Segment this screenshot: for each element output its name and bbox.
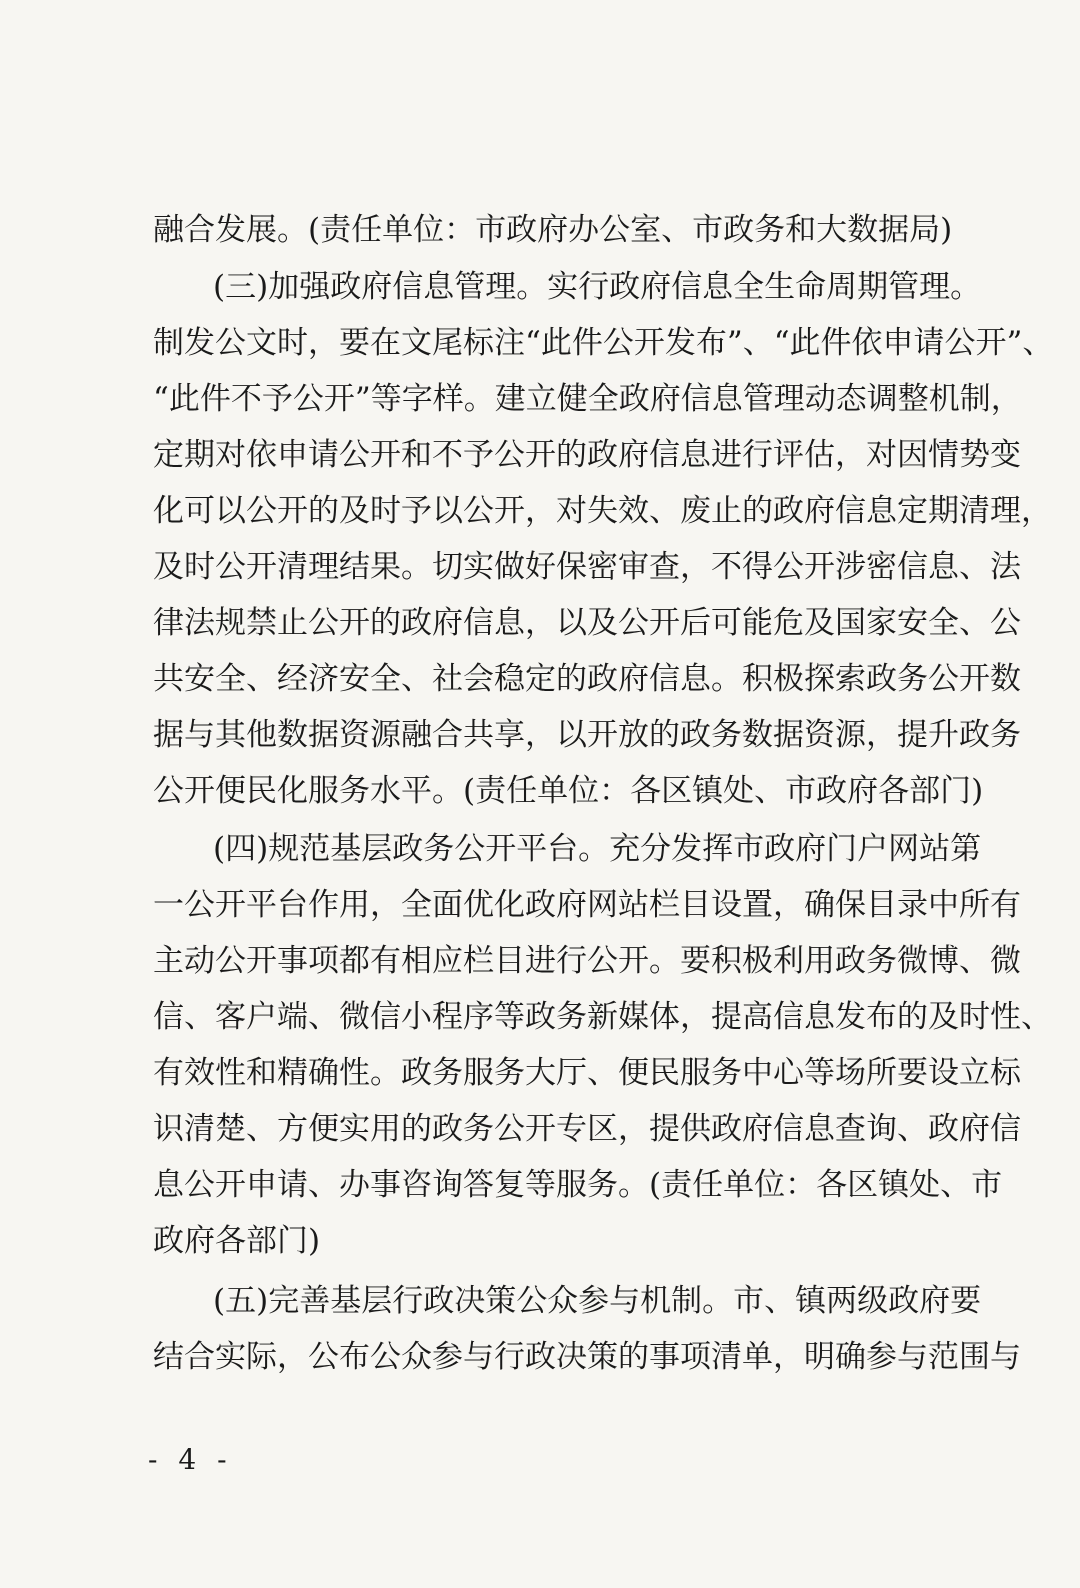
section-heading-line: (三)加强政府信息管理。实行政府信息全生命周期管理。 bbox=[213, 269, 982, 305]
text-line: 有效性和精确性。政务服务大厅、便民服务中心等场所要设立标 bbox=[153, 1055, 1021, 1091]
text-line: 识清楚、方便实用的政务公开专区，提供政府信息查询、政府信 bbox=[153, 1111, 1021, 1147]
text-line: 共安全、经济安全、社会稳定的政府信息。积极探索政务公开数 bbox=[153, 661, 1021, 697]
text-line: 一公开平台作用，全面优化政府网站栏目设置，确保目录中所有 bbox=[153, 887, 1021, 923]
text-line: 律法规禁止公开的政府信息，以及公开后可能危及国家安全、公 bbox=[153, 605, 1021, 641]
text-line: 制发公文时，要在文尾标注“此件公开发布”、“此件依申请公开”、 bbox=[153, 325, 1054, 361]
text-line: 及时公开清理结果。切实做好保密审查，不得公开涉密信息、法 bbox=[153, 549, 1021, 585]
section-heading-line: (四)规范基层政务公开平台。充分发挥市政府门户网站第 bbox=[213, 831, 982, 867]
text-line: 据与其他数据资源融合共享，以开放的政务数据资源，提升政务 bbox=[153, 717, 1021, 753]
page-number: - 4 - bbox=[148, 1443, 233, 1476]
text-line: 定期对依申请公开和不予公开的政府信息进行评估，对因情势变 bbox=[153, 437, 1021, 473]
text-line: 信、客户端、微信小程序等政务新媒体，提高信息发布的及时性、 bbox=[153, 999, 1052, 1035]
section-heading-line: (五)完善基层行政决策公众参与机制。市、镇两级政府要 bbox=[213, 1283, 982, 1319]
text-line: 化可以公开的及时予以公开，对失效、废止的政府信息定期清理， bbox=[153, 493, 1052, 529]
text-line: “此件不予公开”等字样。建立健全政府信息管理动态调整机制， bbox=[153, 381, 1022, 417]
text-line: 政府各部门) bbox=[153, 1223, 321, 1259]
text-line: 公开便民化服务水平。(责任单位：各区镇处、市政府各部门) bbox=[153, 773, 984, 809]
text-line: 息公开申请、办事咨询答复等服务。(责任单位：各区镇处、市 bbox=[153, 1167, 1003, 1203]
text-line: 融合发展。(责任单位：市政府办公室、市政务和大数据局) bbox=[153, 212, 953, 248]
text-line: 主动公开事项都有相应栏目进行公开。要积极利用政务微博、微 bbox=[153, 943, 1021, 979]
text-line: 结合实际，公布公众参与行政决策的事项清单，明确参与范围与 bbox=[153, 1339, 1021, 1375]
